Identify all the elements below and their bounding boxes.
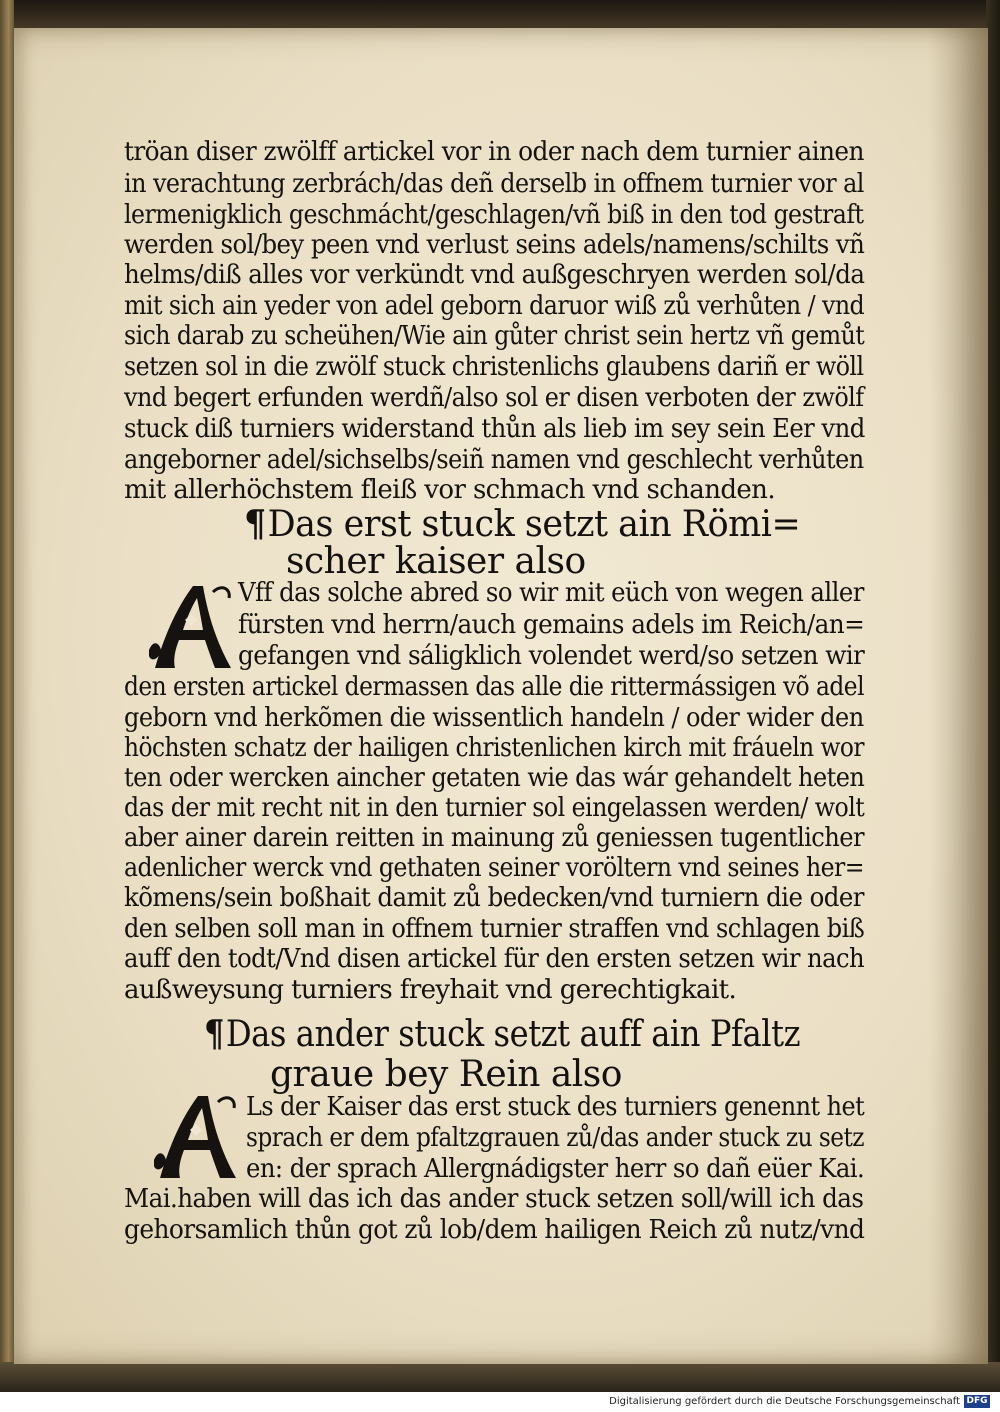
text-line: stuck diß turniers widerstand thůn als lieb im sey sein Eer vnd bbox=[124, 414, 865, 444]
text-line: kõmens/sein boßhait damit zů bedecken/vnd turniern die oder bbox=[124, 883, 864, 913]
decorated-initial bbox=[145, 580, 235, 672]
text-line: ten oder wercken aincher getaten wie das wár gehandelt heten bbox=[124, 763, 865, 793]
section-heading-continuation: scher kaiser also bbox=[286, 541, 586, 582]
text-line: setzen sol in die zwölf stuck christenlichs glaubens dariñ er wöll bbox=[124, 352, 864, 382]
text-line: gehorsamlich thůn got zů lob/dem hailigen Reich zů nutz/vnd bbox=[124, 1215, 865, 1245]
text-line: das der mit recht nit in den turnier sol eingelassen werden/ wolt bbox=[124, 793, 865, 823]
text-line: mit sich ain yeder von adel geborn daruor wiß zů verhůten / vnd bbox=[124, 291, 865, 321]
text-line: sprach er dem pfaltzgrauen zů/das ander stuck zu setz bbox=[246, 1123, 865, 1153]
section-heading bbox=[204, 1013, 800, 1055]
text-line: aber ainer darein reitten in mainung zů geniessen tugentlicher bbox=[124, 823, 865, 853]
text-line: gefangen vnd sáligklich volendet werd/so setzen wir bbox=[238, 641, 865, 671]
digitization-credit: Digitalisierung gefördert durch die Deutsche Forschungsgemeinschaft bbox=[609, 1396, 960, 1407]
dfg-logo-icon: DFG bbox=[964, 1395, 990, 1408]
text-line: außweysung turniers freyhait vnd gerechtigkait. bbox=[124, 975, 737, 1005]
text-line: adenlicher werck vnd gethaten seiner voröltern vnd seines her= bbox=[124, 853, 865, 883]
gutter-shadow bbox=[928, 28, 988, 1364]
text-line: in verachtung zerbrách/das deñ derselb in offnem turnier vor al bbox=[124, 169, 864, 199]
text-line: auff den todt/Vnd disen artickel für den ersten setzen wir nach bbox=[124, 944, 865, 974]
heading-text: Das erst stuck setzt ain Römi= bbox=[267, 504, 801, 545]
text-line: den ersten artickel dermassen das alle die rittermássigen võ adel bbox=[124, 672, 864, 702]
text-line: angeborner adel/sichselbs/seiñ namen vnd geschlecht verhůten bbox=[124, 445, 864, 475]
text-line: höchsten schatz der hailigen christenlichen kirch mit fráueln wor bbox=[124, 733, 864, 763]
text-line: werden sol/bey peen vnd verlust seins adels/namens/schilts vñ bbox=[124, 230, 865, 260]
text-line: sich darab zu scheühen/Wie ain gůter christ sein hertz vñ gemůt bbox=[124, 321, 865, 351]
text-line: Vff das solche abred so wir mit eüch von wegen aller bbox=[238, 578, 864, 608]
text-line: mit allerhöchstem fleiß vor schmach vnd schanden. bbox=[124, 475, 775, 505]
book-bottom-edge bbox=[0, 1362, 1000, 1392]
text-line: den selben soll man in offnem turnier straffen vnd schlagen biß bbox=[124, 914, 865, 944]
pilcrow-mark: ¶ bbox=[204, 1013, 225, 1055]
decorated-initial bbox=[150, 1090, 240, 1182]
text-line: geborn vnd herkõmen die wissentlich handeln / oder wider den bbox=[124, 703, 864, 733]
section-heading bbox=[244, 503, 800, 545]
text-line: fürsten vnd herrn/auch gemains adels im Reich/an= bbox=[238, 610, 865, 640]
text-line: lermenigklich geschmácht/geschlagen/vñ biß in den tod gestraft bbox=[124, 200, 864, 230]
text-line: helms/diß alles vor verkündt vnd außgeschryen werden sol/da bbox=[124, 260, 865, 290]
section-heading-continuation: graue bey Rein also bbox=[270, 1054, 622, 1095]
decorated-initial-icon bbox=[145, 580, 235, 672]
heading-text: Das ander stuck setzt auff ain Pfaltz bbox=[225, 1014, 801, 1055]
book-left-edge bbox=[0, 0, 14, 1392]
book-right-edge bbox=[986, 0, 1000, 1392]
text-line: vnd begert erfunden werdñ/also sol er disen verboten der zwölf bbox=[124, 383, 864, 413]
text-line: tröan diser zwölff artickel vor in oder nach dem turnier ainen bbox=[124, 137, 864, 167]
text-line: Mai.haben will das ich das ander stuck setzen soll/will ich das bbox=[124, 1184, 864, 1214]
text-line: en: der sprach Allergnádigster herr so dañ eüer Kai. bbox=[246, 1154, 865, 1184]
decorated-initial-icon bbox=[150, 1090, 240, 1182]
pilcrow-mark: ¶ bbox=[244, 503, 266, 545]
text-line: Ls der Kaiser das erst stuck des turniers genennt het bbox=[246, 1092, 865, 1122]
